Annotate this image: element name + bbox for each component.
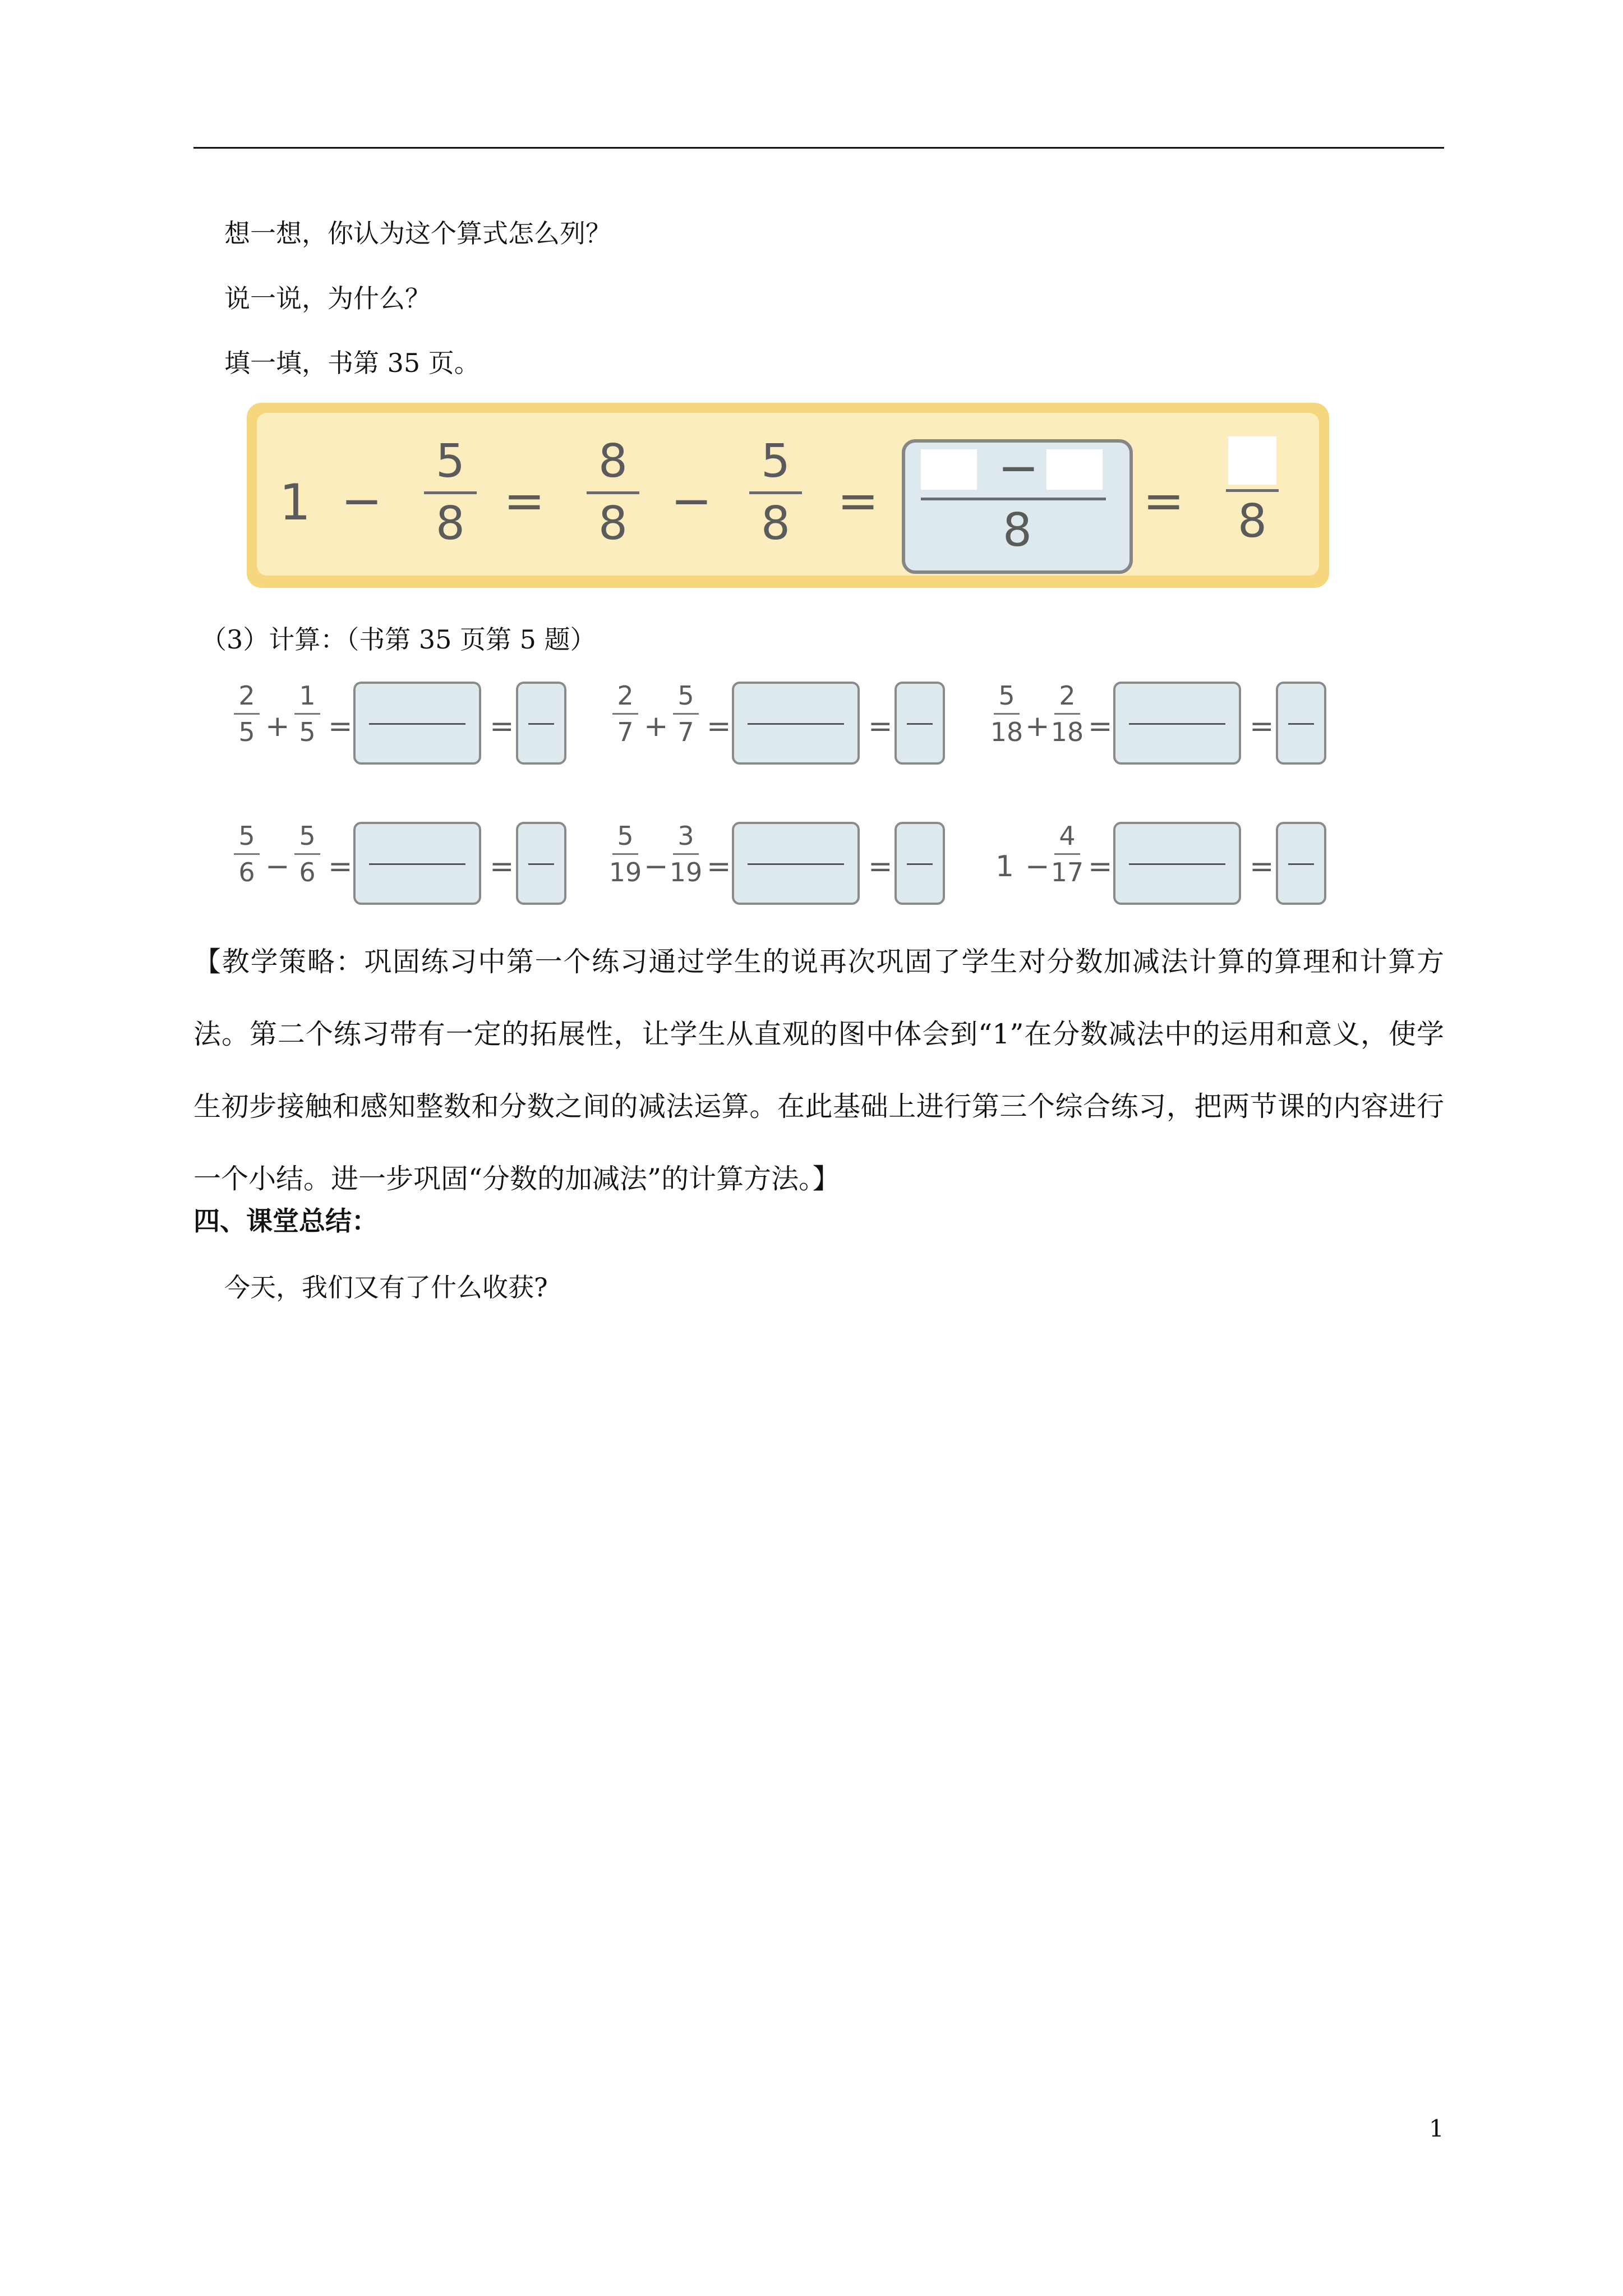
fraction-bar bbox=[1226, 489, 1279, 492]
equals-sign: = bbox=[868, 850, 893, 884]
numerator: 2 bbox=[238, 680, 255, 711]
numerator: 3 bbox=[677, 821, 694, 851]
fraction-bar bbox=[1054, 853, 1080, 855]
answer-box-small[interactable] bbox=[1276, 682, 1326, 765]
fraction-bar bbox=[673, 853, 699, 855]
page-number: 1 bbox=[1429, 2115, 1444, 2142]
denominator: 19 bbox=[608, 857, 642, 887]
fraction-b bbox=[288, 822, 327, 886]
answer-box-big[interactable] bbox=[732, 822, 860, 905]
fraction-5-8 bbox=[419, 436, 481, 549]
denominator: 8 bbox=[1237, 495, 1267, 548]
denominator: 18 bbox=[1050, 717, 1084, 747]
equals-sign: = bbox=[1249, 710, 1274, 743]
fraction-bar bbox=[749, 491, 802, 494]
equation-panel bbox=[257, 413, 1319, 576]
denominator: 7 bbox=[677, 717, 694, 747]
whole-one: 1 bbox=[279, 473, 311, 531]
fraction-bar bbox=[294, 713, 320, 715]
minus-sign: − bbox=[998, 439, 1039, 496]
fraction-bar bbox=[673, 713, 699, 715]
fraction-a bbox=[227, 822, 266, 886]
equals-sign: = bbox=[837, 472, 879, 530]
equals-sign: = bbox=[328, 850, 353, 884]
say-line: 说一说，为什么？ bbox=[224, 283, 431, 314]
teaching-strategy: 【教学策略：巩固练习中第一个练习通过学生的说再次巩固了学生对分数加减法计算的算理和计算方法。第二个练习带有一定的拓展性，让学生从直观的图中体会到“1”在分数减法中的运用和意义，使学生初步接触和感知整数和分数之间的减法运算。在此基础上进行第三个综合练习，把两节课的内容进行一个小结。进一步巩固“分数的加减法”的计算方法。】 bbox=[193, 946, 1444, 1195]
denominator: 5 bbox=[299, 717, 316, 747]
fraction-bar bbox=[424, 491, 477, 494]
numerator: 5 bbox=[435, 435, 465, 488]
numerator: 8 bbox=[598, 435, 628, 488]
blank-fraction-box[interactable] bbox=[902, 439, 1133, 574]
numerator: 5 bbox=[677, 680, 694, 711]
fraction-a bbox=[987, 682, 1026, 746]
numerator: 5 bbox=[299, 821, 316, 851]
answer-box-big[interactable] bbox=[353, 682, 481, 765]
denominator: 5 bbox=[238, 717, 255, 747]
fraction-b bbox=[666, 822, 706, 886]
calc-line: （3）计算：（书第 35 页第 5 题） bbox=[201, 624, 596, 655]
fraction-a bbox=[606, 822, 645, 886]
equals-sign: = bbox=[490, 710, 514, 743]
equation-figure bbox=[247, 403, 1329, 588]
answer-box-small[interactable] bbox=[895, 822, 945, 905]
denominator: 8 bbox=[435, 497, 465, 550]
denominator: 17 bbox=[1050, 857, 1084, 887]
exercise-figure bbox=[224, 670, 1340, 920]
minus-sign: − bbox=[1025, 850, 1050, 884]
numerator: 5 bbox=[238, 821, 255, 851]
section-heading: 四、课堂总结： bbox=[193, 1206, 378, 1237]
numerator: 5 bbox=[617, 821, 634, 851]
denominator: 6 bbox=[299, 857, 316, 887]
answer-box-big[interactable] bbox=[353, 822, 481, 905]
numerator: 5 bbox=[998, 680, 1015, 711]
minus-sign: − bbox=[671, 472, 712, 530]
fraction-bar bbox=[921, 498, 1106, 500]
equals-sign: = bbox=[1249, 850, 1274, 884]
fraction-5-8-b bbox=[745, 436, 806, 549]
fraction-a bbox=[227, 682, 266, 746]
fraction-bar bbox=[234, 853, 260, 855]
fraction-bar bbox=[294, 853, 320, 855]
equals-sign: = bbox=[707, 850, 731, 884]
fraction-bar bbox=[612, 713, 638, 715]
fraction-8-8 bbox=[582, 436, 644, 549]
numerator: 4 bbox=[1059, 821, 1076, 851]
equals-sign: = bbox=[1143, 472, 1184, 530]
denominator: 6 bbox=[238, 857, 255, 887]
equals-sign: = bbox=[868, 710, 893, 743]
numerator: 2 bbox=[617, 680, 634, 711]
result-fraction bbox=[1221, 436, 1283, 547]
answer-box-small[interactable] bbox=[516, 822, 566, 905]
denominator: 8 bbox=[1002, 504, 1032, 557]
fraction-bar bbox=[994, 713, 1020, 715]
denominator: 19 bbox=[669, 857, 703, 887]
fraction-a bbox=[606, 682, 645, 746]
denominator: 7 bbox=[617, 717, 634, 747]
equals-sign: = bbox=[504, 472, 545, 530]
equals-sign: = bbox=[328, 710, 353, 743]
equals-sign: = bbox=[707, 710, 731, 743]
fraction-bar bbox=[612, 853, 638, 855]
denominator: 18 bbox=[990, 717, 1023, 747]
answer-box-small[interactable] bbox=[1276, 822, 1326, 905]
fraction-b bbox=[288, 682, 327, 746]
answer-box-small[interactable] bbox=[516, 682, 566, 765]
fraction-b bbox=[666, 682, 706, 746]
blank-numerator-right[interactable] bbox=[1046, 449, 1103, 490]
numerator: 2 bbox=[1059, 680, 1076, 711]
fraction-bar bbox=[234, 713, 260, 715]
minus-sign: − bbox=[265, 850, 290, 884]
fill-line: 填一填，书第 35 页。 bbox=[224, 348, 480, 378]
blank-numerator-left[interactable] bbox=[921, 449, 977, 490]
answer-box-big[interactable] bbox=[1113, 682, 1241, 765]
plus-sign: + bbox=[265, 710, 290, 743]
equals-sign: = bbox=[1088, 710, 1113, 743]
minus-sign: − bbox=[341, 472, 382, 530]
denominator: 8 bbox=[598, 497, 628, 550]
plus-sign: + bbox=[644, 710, 668, 743]
equals-sign: = bbox=[490, 850, 514, 884]
denominator: 8 bbox=[760, 497, 791, 550]
equals-sign: = bbox=[1088, 850, 1113, 884]
numerator: 1 bbox=[299, 680, 316, 711]
numerator: 5 bbox=[760, 435, 791, 488]
blank-result-numerator[interactable] bbox=[1228, 436, 1276, 485]
fraction-bar bbox=[1054, 713, 1080, 715]
answer-box-small[interactable] bbox=[895, 682, 945, 765]
plus-sign: + bbox=[1025, 710, 1050, 743]
fraction-bar bbox=[587, 491, 639, 494]
fraction-b bbox=[1048, 682, 1087, 746]
summary-question: 今天，我们又有了什么收获? bbox=[224, 1272, 548, 1303]
think-line: 想一想，你认为这个算式怎么列？ bbox=[224, 218, 611, 249]
whole-number: 1 bbox=[995, 850, 1015, 884]
answer-box-big[interactable] bbox=[1113, 822, 1241, 905]
fraction-b bbox=[1048, 822, 1087, 886]
answer-box-big[interactable] bbox=[732, 682, 860, 765]
header-rule bbox=[193, 147, 1444, 149]
minus-sign: − bbox=[644, 850, 668, 884]
